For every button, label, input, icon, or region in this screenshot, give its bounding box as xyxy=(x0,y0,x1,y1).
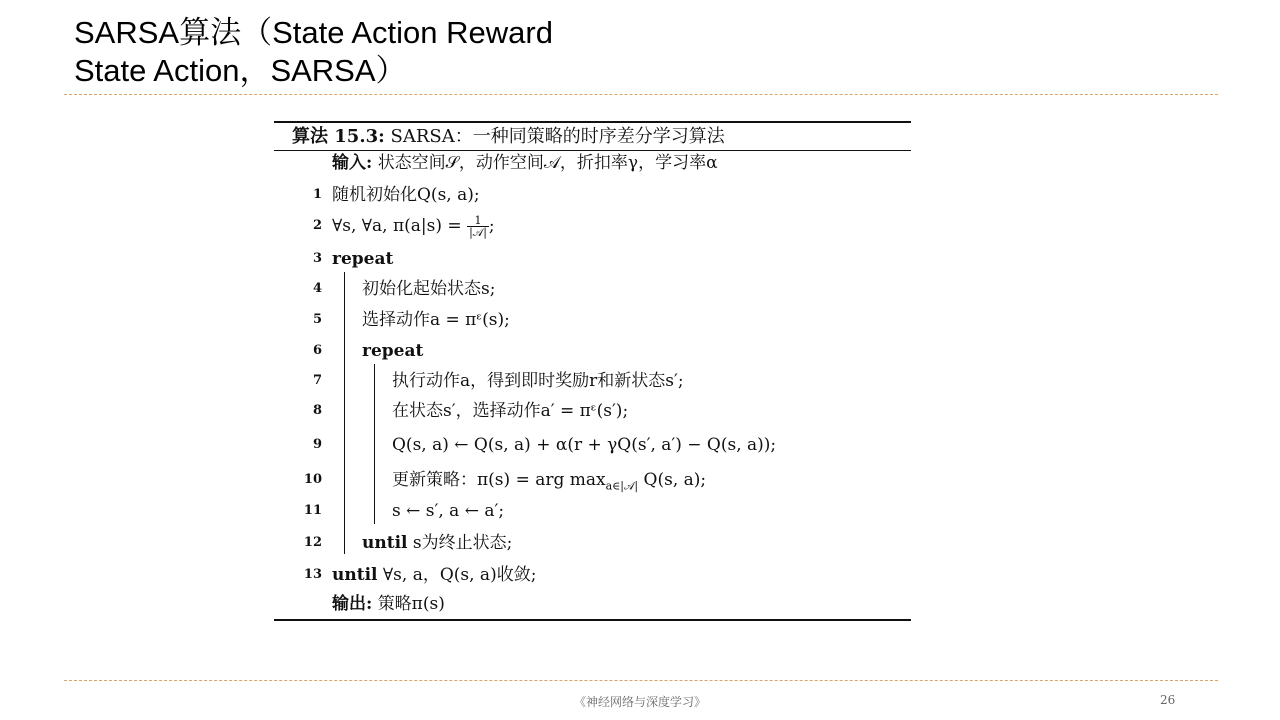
algorithm-output xyxy=(332,593,445,615)
algorithm-box xyxy=(274,121,911,151)
algorithm-bottom-rule xyxy=(274,619,911,621)
algorithm-line-12 xyxy=(362,532,512,554)
line-number: 2 xyxy=(312,218,322,233)
slide-title xyxy=(74,14,774,90)
line-10-subscript: a∈|𝒜| xyxy=(605,479,639,493)
output-text: 策略π(s) xyxy=(377,594,445,614)
algorithm-line-2 xyxy=(332,215,495,238)
slide-title-line1: SARSA算法（State Action Reward xyxy=(74,15,553,50)
fraction-denominator: |𝒜| xyxy=(469,226,487,239)
line-number: 13 xyxy=(303,567,322,582)
bottom-divider xyxy=(64,680,1218,681)
line-13-text: ∀s, a，Q(s, a)收敛; xyxy=(377,565,537,585)
slide-title-line2: State Action，SARSA） xyxy=(74,53,407,88)
line-12-text: s为终止状态; xyxy=(407,533,513,553)
until-keyword: until xyxy=(332,565,378,585)
until-keyword: until xyxy=(362,533,408,553)
algorithm-label: 算法 15.3: xyxy=(292,126,385,147)
algorithm-line-8: 在状态s′，选择动作a′ = πᵋ(s′); xyxy=(392,401,629,421)
line-10-text: 更新策略：π(s) = arg max xyxy=(392,470,606,490)
input-text: 状态空间𝒮，动作空间𝒜，折扣率γ，学习率α xyxy=(377,153,718,173)
line-number: 8 xyxy=(312,403,322,418)
line-number: 6 xyxy=(312,343,322,358)
algorithm-line-1: 随机初始化Q(s, a); xyxy=(332,185,480,205)
algorithm-line-10 xyxy=(392,469,706,497)
page-number: 26 xyxy=(1160,693,1176,707)
line-2-post: ; xyxy=(488,216,495,236)
outer-loop-bar xyxy=(344,272,345,554)
footer-book-title: 《神经网络与深度学习》 xyxy=(573,695,706,709)
line-number: 10 xyxy=(303,472,322,487)
algorithm-line-3: repeat xyxy=(332,249,394,269)
line-number: 11 xyxy=(303,503,322,518)
algorithm-header xyxy=(274,123,911,151)
algorithm-line-9: Q(s, a) ← Q(s, a) + α(r + γQ(s′, a′) − Q(s, a)); xyxy=(392,435,777,455)
top-divider xyxy=(64,94,1218,95)
input-label: 输入: xyxy=(332,153,373,173)
fraction-numerator: 1 xyxy=(474,214,482,227)
algorithm-line-5: 选择动作a = πᵋ(s); xyxy=(362,310,510,330)
line-number: 7 xyxy=(312,373,322,388)
algorithm-line-13 xyxy=(332,564,536,586)
algorithm-line-6: repeat xyxy=(362,341,424,361)
algorithm-line-4: 初始化起始状态s; xyxy=(362,279,496,299)
line-number: 9 xyxy=(312,437,322,452)
line-number: 1 xyxy=(312,187,322,202)
line-number: 12 xyxy=(303,535,322,550)
inner-loop-bar xyxy=(374,364,375,524)
line-10-post: Q(s, a); xyxy=(638,470,707,490)
algorithm-input xyxy=(332,152,718,174)
output-label: 输出: xyxy=(332,594,373,614)
line-number: 5 xyxy=(312,312,322,327)
line-number: 3 xyxy=(312,251,322,266)
fraction xyxy=(467,215,489,238)
line-2-pre: ∀s, ∀a, π(a|s) = xyxy=(332,216,468,236)
algorithm-line-11: s ← s′, a ← a′; xyxy=(392,501,505,521)
algorithm-caption: SARSA：一种同策略的时序差分学习算法 xyxy=(390,126,725,147)
algorithm-line-7: 执行动作a，得到即时奖励r和新状态s′; xyxy=(392,371,684,391)
line-number: 4 xyxy=(312,281,322,296)
